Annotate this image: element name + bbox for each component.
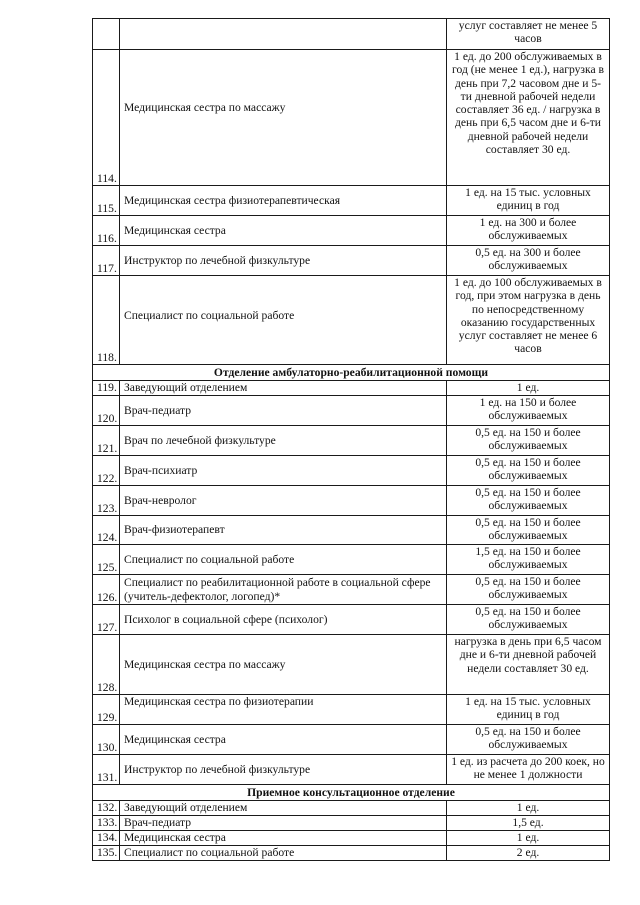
section-title: Приемное консультационное отделение [93,785,610,801]
norm-cell: 1 ед. на 15 тыс. условных единиц в год [447,186,610,216]
norm-cell: 0,5 ед. на 150 и более обслуживаемых [447,486,610,516]
table-row [93,486,610,516]
section-title: Отделение амбулаторно-реабилитационной помощи [93,365,610,381]
table-row [93,816,610,831]
row-number: 123. [93,486,120,516]
position-cell: Заведующий отделением [120,801,447,816]
table-row [93,516,610,545]
position-cell: Специалист по социальной работе [120,276,447,365]
position-cell: Медицинская сестра [120,725,447,755]
position-cell: Врач-педиатр [120,396,447,426]
norm-cell: 0,5 ед. на 150 и более обслуживаемых [447,516,610,545]
position-cell: Медицинская сестра по массажу [120,50,447,186]
table-row [93,801,610,816]
row-number: 126. [93,575,120,605]
staffing-table [92,18,610,861]
position-cell: Врач-физиотерапевт [120,516,447,545]
position-cell: Медицинская сестра [120,831,447,846]
norm-cell: 1 ед. из расчета до 200 коек, но не менее 1 должности [447,755,610,785]
table-row [93,186,610,216]
row-number: 132. [93,801,120,816]
position-cell: Медицинская сестра по массажу [120,635,447,695]
position-cell: Психолог в социальной сфере (психолог) [120,605,447,635]
norm-cell: 1 ед. [447,831,610,846]
row-number: 131. [93,755,120,785]
table-row [93,575,610,605]
row-number: 118. [93,276,120,365]
row-number: 130. [93,725,120,755]
section-header-row [93,785,610,801]
row-number: 124. [93,516,120,545]
table-row [93,50,610,186]
section-header-row [93,365,610,381]
table-row [93,396,610,426]
position-cell: Медицинская сестра физиотерапевтическая [120,186,447,216]
row-number: 127. [93,605,120,635]
norm-cell: 1 ед. на 15 тыс. условных единиц в год [447,695,610,725]
table-row [93,831,610,846]
norm-cell: 1 ед. [447,801,610,816]
norm-cell: 0,5 ед. на 150 и более обслуживаемых [447,575,610,605]
table-row [93,605,610,635]
table-row [93,545,610,575]
position-cell: Специалист по социальной работе [120,545,447,575]
table-row [93,456,610,486]
norm-cell: 0,5 ед. на 150 и более обслуживаемых [447,725,610,755]
norm-cell: 1,5 ед. на 150 и более обслуживаемых [447,545,610,575]
position-cell: Врач-психиатр [120,456,447,486]
norm-cell: 0,5 ед. на 150 и более обслуживаемых [447,605,610,635]
norm-cell: 0,5 ед. на 150 и более обслуживаемых [447,456,610,486]
position-cell: Инструктор по лечебной физкультуре [120,755,447,785]
norm-cell: 1 ед. до 100 обслуживаемых в год, при этом нагрузка в день по непосредственному оказанию государственных услуг составляет не менее 6 часов [447,276,610,365]
row-number: 115. [93,186,120,216]
norm-cell: 1,5 ед. [447,816,610,831]
position-cell: Инструктор по лечебной физкультуре [120,246,447,276]
row-number: 120. [93,396,120,426]
norm-cell: 0,5 ед. на 150 и более обслуживаемых [447,426,610,456]
norm-cell: 1 ед. до 200 обслуживаемых в год (не менее 1 ед.), нагрузка в день при 7,2 часовом дне и 5-ти дневной рабочей недели составляет 36 ед. / нагрузка в день при 6,5 часом дне и 6-ти дневной рабочей недели составляет 30 ед. [447,50,610,186]
table-row [93,216,610,246]
table-row [93,725,610,755]
position-cell: Заведующий отделением [120,381,447,396]
position-cell: Медицинская сестра [120,216,447,246]
row-number: 122. [93,456,120,486]
table-row [93,426,610,456]
table-row [93,755,610,785]
row-number: 121. [93,426,120,456]
position-cell [120,19,447,50]
norm-cell: 1 ед. [447,381,610,396]
position-cell: Врач-невролог [120,486,447,516]
row-number: 125. [93,545,120,575]
row-number: 116. [93,216,120,246]
table-row [93,19,610,50]
row-number: 134. [93,831,120,846]
table-row [93,276,610,365]
table-row [93,246,610,276]
norm-cell: нагрузка в день при 6,5 часом дне и 6-ти дневной рабочей недели составляет 30 ед. [447,635,610,695]
row-number: 133. [93,816,120,831]
row-number: 114. [93,50,120,186]
position-cell: Врач по лечебной физкультуре [120,426,447,456]
row-number: 119. [93,381,120,396]
row-number: 129. [93,695,120,725]
position-cell: Специалист по реабилитационной работе в социальной сфере (учитель-дефектолог, логопед)* [120,575,447,605]
row-number: 135. [93,846,120,861]
norm-cell: 1 ед. на 300 и более обслуживаемых [447,216,610,246]
norm-cell: 1 ед. на 150 и более обслуживаемых [447,396,610,426]
table-row [93,695,610,725]
position-cell: Медицинская сестра по физиотерапии [120,695,447,725]
norm-cell: услуг составляет не менее 5 часов [447,19,610,50]
table-row [93,635,610,695]
row-number [93,19,120,50]
position-cell: Специалист по социальной работе [120,846,447,861]
row-number: 128. [93,635,120,695]
position-cell: Врач-педиатр [120,816,447,831]
table-row [93,381,610,396]
norm-cell: 2 ед. [447,846,610,861]
norm-cell: 0,5 ед. на 300 и более обслуживаемых [447,246,610,276]
row-number: 117. [93,246,120,276]
table-row [93,846,610,861]
